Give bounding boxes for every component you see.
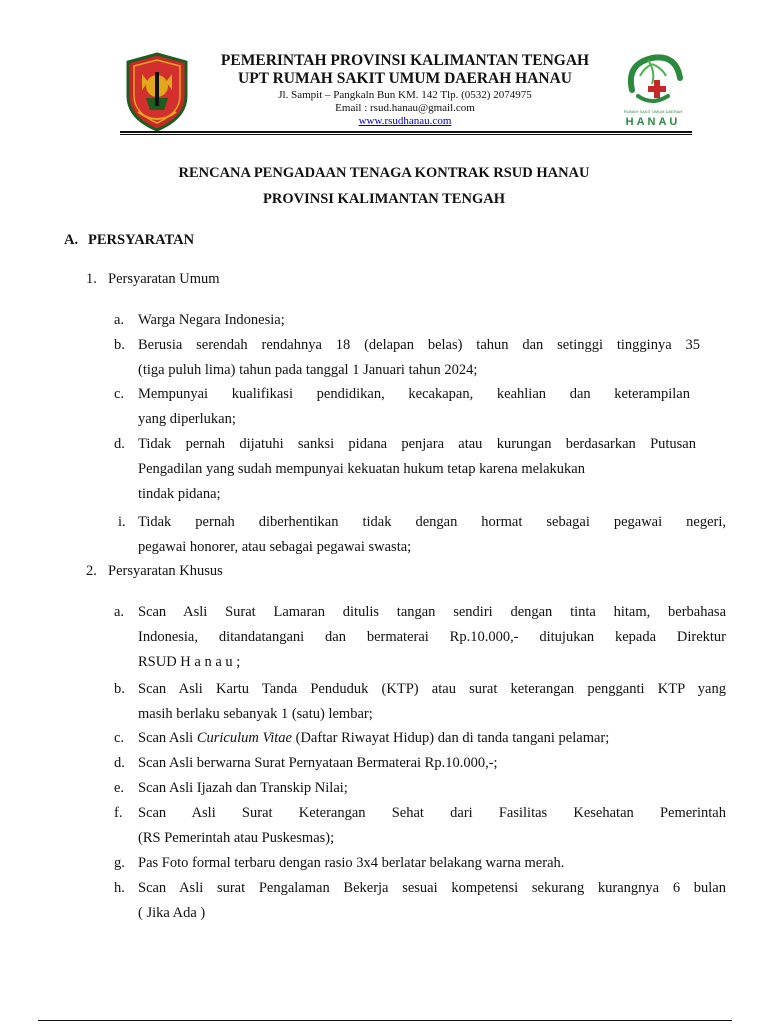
letterhead-email: Email : rsud.hanau@gmail.com [335,102,475,114]
letterhead-hospital-line: UPT RUMAH SAKIT UMUM DAERAH HANAU [238,70,572,87]
subsection-heading-umum [86,271,220,288]
subsection-title: Persyaratan Khusus [108,563,223,579]
list-item-text: masih berlaku sebanyak 1 (satu) lembar; [138,706,373,722]
subsection-heading-khusus [86,563,223,580]
document-subtitle: PROVINSI KALIMANTAN TENGAH [263,191,505,207]
list-item-text: RSUD H a n a u ; [138,654,241,670]
provincial-emblem-logo [124,52,190,132]
list-item-text: Berusia serendah rendahnya 18 (delapan belas) tahun dan setinggi tingginya 35 [138,337,700,353]
list-marker: b. [114,337,125,353]
letterhead-rule-thick [120,131,692,133]
list-marker: b. [114,681,125,697]
list-marker: d. [114,755,125,771]
hospital-logo-wordmark: HANAU [625,116,681,128]
list-marker: g. [114,855,125,871]
section-marker: A. [64,232,79,248]
list-item-text: tindak pidana; [138,486,221,502]
list-item-text: Scan Asli Surat Keterangan Sehat dari Fasilitas Kesehatan Pemerintah [138,805,726,821]
list-item-text: Scan Asli berwarna Surat Pernyataan Bermaterai Rp.10.000,-; [138,755,498,771]
list-marker: i. [118,514,126,530]
list-item-text: Indonesia, ditandatangani dan bermaterai Rp.10.000,- ditujukan kepada Direktur [138,629,726,645]
list-item-text: (RS Pemerintah atau Puskesmas); [138,830,335,846]
subsection-title: Persyaratan Umum [108,271,220,287]
list-item-text: Warga Negara Indonesia; [138,312,285,328]
list-marker: f. [114,805,123,821]
list-marker: d. [114,436,125,452]
subsection-marker: 2. [86,563,97,579]
list-item-text: Scan Asli Kartu Tanda Penduduk (KTP) atau surat keterangan pengganti KTP yang [138,681,726,697]
list-item-text: pegawai honorer, atau sebagai pegawai swasta; [138,539,412,555]
page-bottom-rule [38,1020,732,1021]
document-title: RENCANA PENGADAAN TENAGA KONTRAK RSUD HANAU [178,165,590,181]
list-item-text: (tiga puluh lima) tahun pada tanggal 1 Januari tahun 2024; [138,362,478,378]
list-item-text: Tidak pernah dijatuhi sanksi pidana penjara atau kurungan berdasarkan Putusan [138,436,696,452]
list-item-text: Scan Asli Curiculum Vitae (Daftar Riwayat Hidup) dan di tanda tangani pelamar; [138,730,610,746]
list-marker: e. [114,780,125,796]
list-marker: h. [114,880,125,896]
list-item-text: ( Jika Ada ) [138,905,206,921]
letterhead-website-link[interactable]: www.rsudhanau.com [358,115,452,127]
hospital-logo-caption: RUMAH SAKIT UMUM DAERAH [623,109,683,114]
letterhead-government-line: PEMERINTAH PROVINSI KALIMANTAN TENGAH [220,52,590,69]
italic-term: Curiculum Vitae [196,730,292,746]
list-marker: a. [114,312,125,328]
list-item-text: Tidak pernah diberhentikan tidak dengan hormat sebagai pegawai negeri, [138,514,726,530]
list-marker: a. [114,604,125,620]
hospital-logo [618,50,688,130]
list-item-text: Scan Asli Surat Lamaran ditulis tangan sendiri dengan tinta hitam, berbahasa [138,604,726,620]
list-marker: c. [114,730,125,746]
list-item-text: Mempunyai kualifikasi pendidikan, kecakapan, keahlian dan keterampilan [138,386,690,402]
list-marker: c. [114,386,125,402]
section-title: PERSYARATAN [88,232,195,248]
subsection-marker: 1. [86,271,97,287]
list-item-text: Scan Asli Ijazah dan Transkip Nilai; [138,780,348,796]
letterhead-rule-thin [120,134,692,135]
list-item-text: Pengadilan yang sudah mempunyai kekuatan hukum tetap karena melakukan [138,461,585,477]
list-item-text: Scan Asli surat Pengalaman Bekerja sesuai kompetensi sekurang kurangnya 6 bulan [138,880,726,896]
section-heading [64,232,194,249]
letterhead-address: Jl. Sampit – Pangkaln Bun KM. 142 Tlp. (0532) 2074975 [278,89,532,101]
list-item-text: yang diperlukan; [138,411,236,427]
list-item-text: Pas Foto formal terbaru dengan rasio 3x4 berlatar belakang warna merah. [138,855,565,871]
